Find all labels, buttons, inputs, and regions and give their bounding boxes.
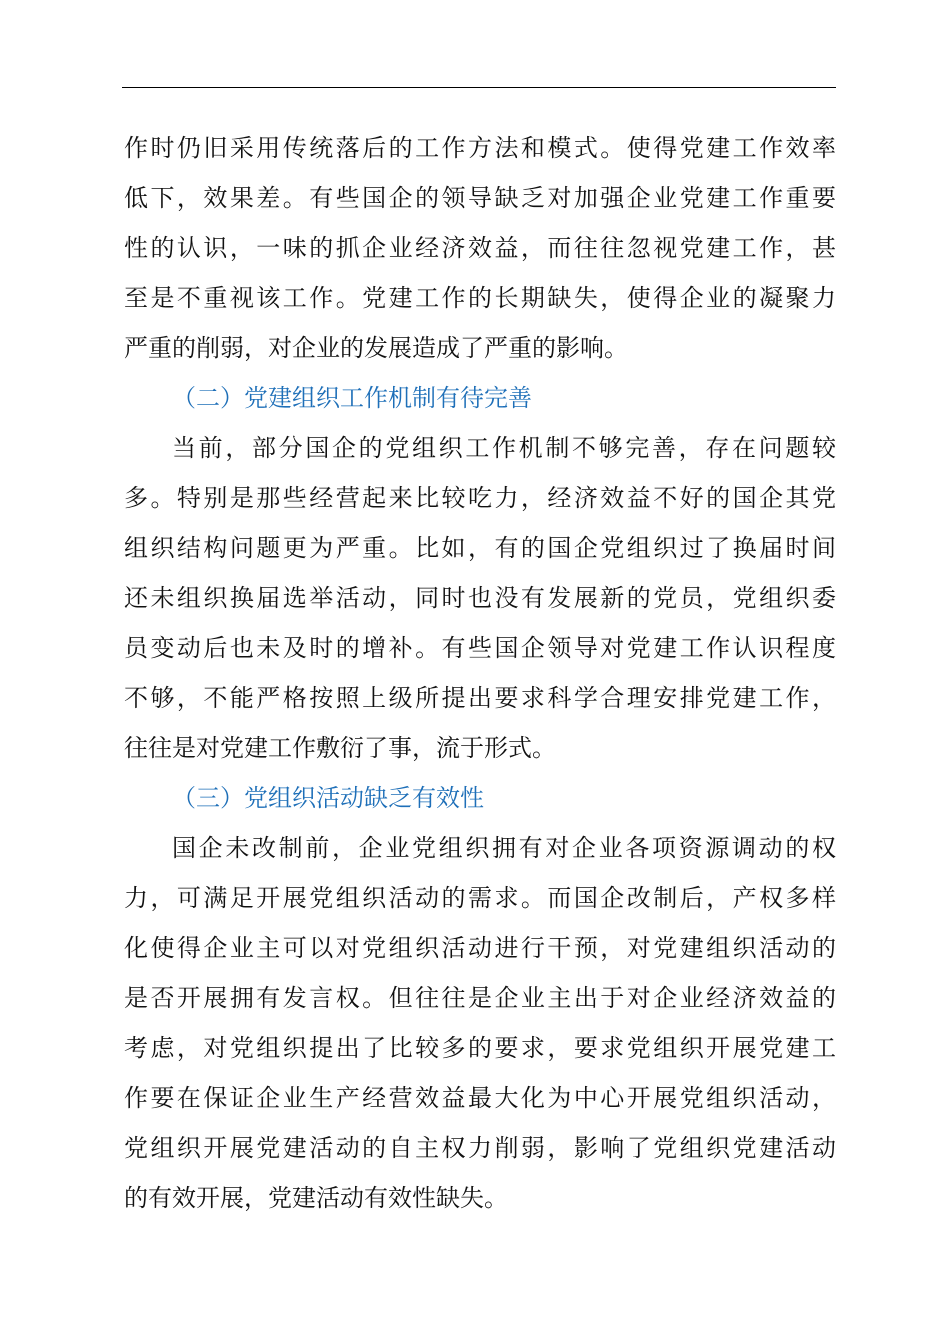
text-line: 多。特别是那些经营起来比较吃力，经济效益不好的国企其党 (124, 484, 836, 512)
header-rule (122, 87, 836, 88)
text-line: 的有效开展，党建活动有效性缺失。 (124, 1184, 508, 1212)
paragraph-3 (124, 823, 836, 1223)
text-line: 不够，不能严格按照上级所提出要求科学合理安排党建工作， (124, 684, 836, 712)
text-line: 性的认识，一味的抓企业经济效益，而往往忽视党建工作，甚 (124, 234, 836, 262)
text-line: 组织结构问题更为严重。比如，有的国企党组织过了换届时间 (124, 534, 836, 562)
text-line: 当前，部分国企的党组织工作机制不够完善，存在问题较 (172, 434, 836, 462)
text-line: 考虑，对党组织提出了比较多的要求，要求党组织开展党建工 (124, 1034, 836, 1062)
text-line: 党组织开展党建活动的自主权力削弱，影响了党组织党建活动 (124, 1134, 836, 1162)
section-heading-2: （二）党建组织工作机制有待完善 (172, 384, 532, 412)
document-body (124, 123, 836, 1223)
text-line: 员变动后也未及时的增补。有些国企领导对党建工作认识程度 (124, 634, 836, 662)
section-heading-3: （三）党组织活动缺乏有效性 (172, 784, 484, 812)
text-line: 化使得企业主可以对党组织活动进行干预，对党建组织活动的 (124, 934, 836, 962)
text-line: 往往是对党建工作敷衍了事，流于形式。 (124, 734, 556, 762)
text-line: 作要在保证企业生产经营效益最大化为中心开展党组织活动， (124, 1084, 836, 1112)
text-line: 力，可满足开展党组织活动的需求。而国企改制后，产权多样 (124, 884, 836, 912)
text-line: 至是不重视该工作。党建工作的长期缺失，使得企业的凝聚力 (124, 284, 836, 312)
text-line: 严重的削弱，对企业的发展造成了严重的影响。 (124, 334, 628, 362)
paragraph-2 (124, 423, 836, 773)
text-line: 还未组织换届选举活动，同时也没有发展新的党员，党组织委 (124, 584, 836, 612)
text-line: 是否开展拥有发言权。但往往是企业主出于对企业经济效益的 (124, 984, 836, 1012)
paragraph-1 (124, 123, 836, 373)
text-line: 作时仍旧采用传统落后的工作方法和模式。使得党建工作效率 (124, 134, 836, 162)
text-line: 国企未改制前，企业党组织拥有对企业各项资源调动的权 (172, 834, 836, 862)
text-line: 低下，效果差。有些国企的领导缺乏对加强企业党建工作重要 (124, 184, 836, 212)
